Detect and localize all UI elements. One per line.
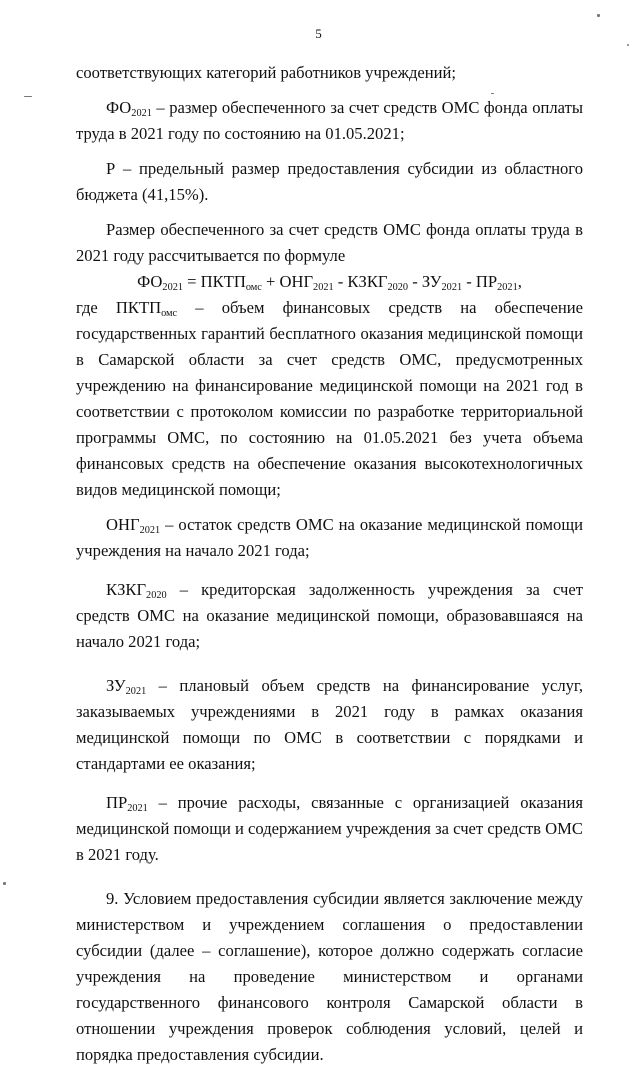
formula-subscript: 2021: [313, 282, 334, 294]
term-pktp: где ПКТП: [76, 298, 162, 317]
term-pr-subscript: 2021: [127, 803, 148, 815]
term-pr: ПР: [106, 793, 128, 812]
clause-text: 9. Условием предоставления субсидии является заключение между министерством и учреждением соглашения о предоставлении субсидии (далее – соглашение), которое должно содержать согласие учреждения на проведение министерством и органами государственного финансового контроля Самарской области в отношении учреждения проверок соблюдения условий, целей и порядка предоставления субсидии.: [76, 889, 583, 1064]
definition-kzkg2020: [76, 577, 583, 655]
formula-part: ФО: [137, 272, 163, 291]
term-kzkg-subscript: 2020: [146, 590, 167, 602]
definition-text: – плановый объем средств на финансирование услуг, заказываемых учреждениями в 2021 году в рамках оказания медицинской помощи по ОМС в соответствии с порядками и стандартами ее оказания;: [76, 676, 583, 773]
definition-p: [76, 156, 583, 208]
formula-part: + ОНГ: [261, 272, 314, 291]
definition-text: – размер обеспеченного за счет средств ОМС фонда оплаты труда в 2021 году по состоянию на 01.05.2021;: [76, 98, 583, 143]
term-zu-subscript: 2021: [125, 686, 147, 698]
definition-pr2021: [76, 790, 583, 868]
scan-speck: [627, 44, 629, 46]
formula-part: ,: [517, 272, 522, 291]
definition-ong2021: [76, 512, 583, 564]
formula-subscript: омс: [245, 282, 262, 294]
formula-subscript: 2021: [497, 282, 518, 294]
definition-fo2021: [76, 95, 583, 147]
document-body: [76, 60, 583, 1068]
term-ong-subscript: 2021: [139, 525, 161, 537]
definition-zu2021: [76, 673, 583, 777]
formula: [76, 269, 583, 295]
term-ong: ОНГ: [106, 515, 140, 534]
term-pktp-subscript: омс: [161, 308, 178, 320]
paragraph-worker-categories: [76, 60, 583, 86]
scan-speck: [3, 882, 6, 885]
page-number: 5: [315, 26, 322, 41]
definition-text: – прочие расходы, связанные с организацией оказания медицинской помощи и содержанием учреждения за счет средств ОМС в 2021 году.: [76, 793, 583, 864]
definition-text: – остаток средств ОМС на оказание медицинской помощи учреждения на начало 2021 года;: [76, 515, 583, 560]
paragraph-text: соответствующих категорий работников учреждений;: [76, 63, 457, 82]
term-fo: ФО: [106, 98, 132, 117]
formula-part: - КЗКГ: [333, 272, 388, 291]
definition-text: – кредиторская задолженность учреждения за счет средств ОМС на оказание медицинской помощи, образовавшаяся на начало 2021 года;: [76, 580, 583, 651]
scan-speck: [597, 14, 600, 17]
formula-part: - ЗУ: [408, 272, 442, 291]
formula-subscript: 2021: [162, 282, 183, 294]
formula-part: = ПКТП: [182, 272, 246, 291]
paragraph-text: Размер обеспеченного за счет средств ОМС фонда оплаты труда в 2021 году рассчитывается по формуле: [76, 220, 583, 265]
definition-text: Р – предельный размер предоставления субсидии из областного бюджета (41,15%).: [76, 159, 583, 204]
paragraph-formula-intro: [76, 217, 583, 269]
formula-subscript: 2021: [441, 282, 463, 294]
term-zu: ЗУ: [106, 676, 126, 695]
term-kzkg: КЗКГ: [106, 580, 147, 599]
formula-subscript: 2020: [387, 282, 409, 294]
formula-part: - ПР: [462, 272, 498, 291]
definition-pktp: [76, 295, 583, 503]
clause-9: [76, 886, 583, 1068]
term-fo-subscript: 2021: [131, 108, 152, 120]
scan-speck: [24, 96, 32, 97]
scan-speck: [491, 93, 494, 94]
definition-text: – объем финансовых средств на обеспечение государственных гарантий бесплатного оказания медицинской помощи в Самарской области за счет средств ОМС, предусмотренных учреждению на финансирование медицинской помощи на 2021 год в соответствии с протоколом комиссии по разработке территориальной программы ОМС, по состоянию на 01.05.2021 без учета объема финансовых средств на обеспечение оказания высокотехнологичных видов медицинской помощи;: [76, 298, 583, 499]
